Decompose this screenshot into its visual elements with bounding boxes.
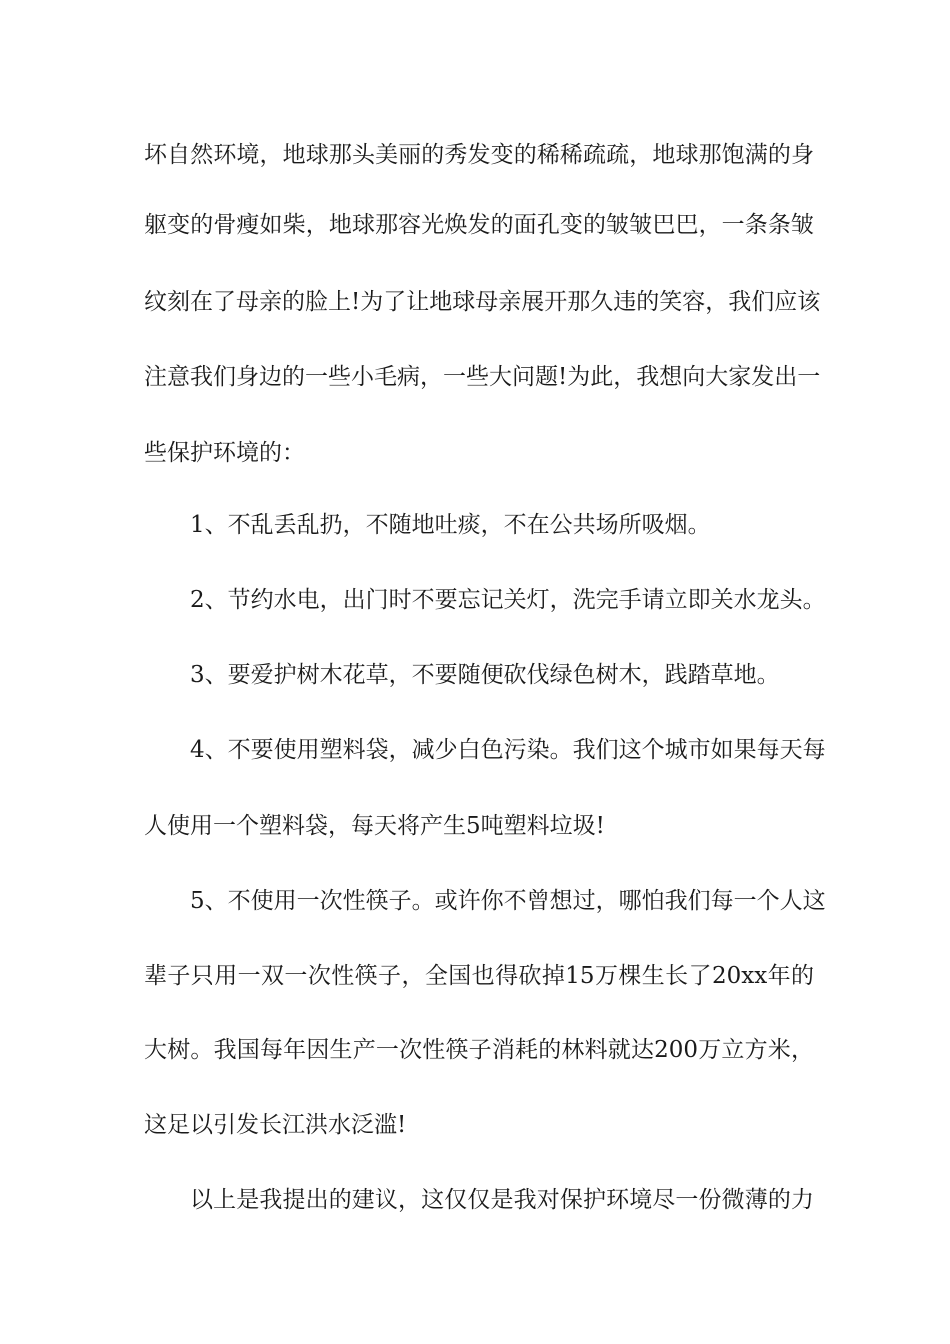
paragraph-start: 以上是我提出的建议，这仅仅是我对保护环境尽一份微薄的力 — [190, 1187, 814, 1213]
text-line: 些保护环境的： — [144, 440, 305, 466]
list-item: 4、不要使用塑料袋，减少白色污染。我们这个城市如果每天每 — [190, 737, 826, 763]
text-line: 注意我们身边的一些小毛病，一些大问题!为此，我想向大家发出一 — [144, 364, 821, 390]
text-line: 这足以引发长江洪水泛滥! — [144, 1112, 407, 1138]
list-item: 5、不使用一次性筷子。或许你不曾想过，哪怕我们每一个人这 — [190, 888, 826, 914]
text-line: 躯变的骨瘦如柴，地球那容光焕发的面孔变的皱皱巴巴，一条条皱 — [144, 212, 814, 238]
text-line: 坏自然环境，地球那头美丽的秀发变的稀稀疏疏，地球那饱满的身 — [144, 142, 814, 168]
text-line: 大树。我国每年因生产一次性筷子消耗的林料就达200万立方米， — [144, 1037, 814, 1063]
text-line: 纹刻在了母亲的脸上!为了让地球母亲展开那久违的笑容，我们应该 — [144, 289, 821, 315]
text-line: 辈子只用一双一次性筷子，全国也得砍掉15万棵生长了20xx年的 — [144, 963, 814, 989]
list-item: 3、要爱护树木花草，不要随便砍伐绿色树木，践踏草地。 — [190, 662, 780, 688]
list-item: 1、不乱丢乱扔，不随地吐痰，不在公共场所吸烟。 — [190, 512, 711, 538]
list-item: 2、节约水电，出门时不要忘记关灯，洗完手请立即关水龙头。 — [190, 587, 826, 613]
text-line: 人使用一个塑料袋，每天将产生5吨塑料垃圾! — [144, 813, 605, 839]
